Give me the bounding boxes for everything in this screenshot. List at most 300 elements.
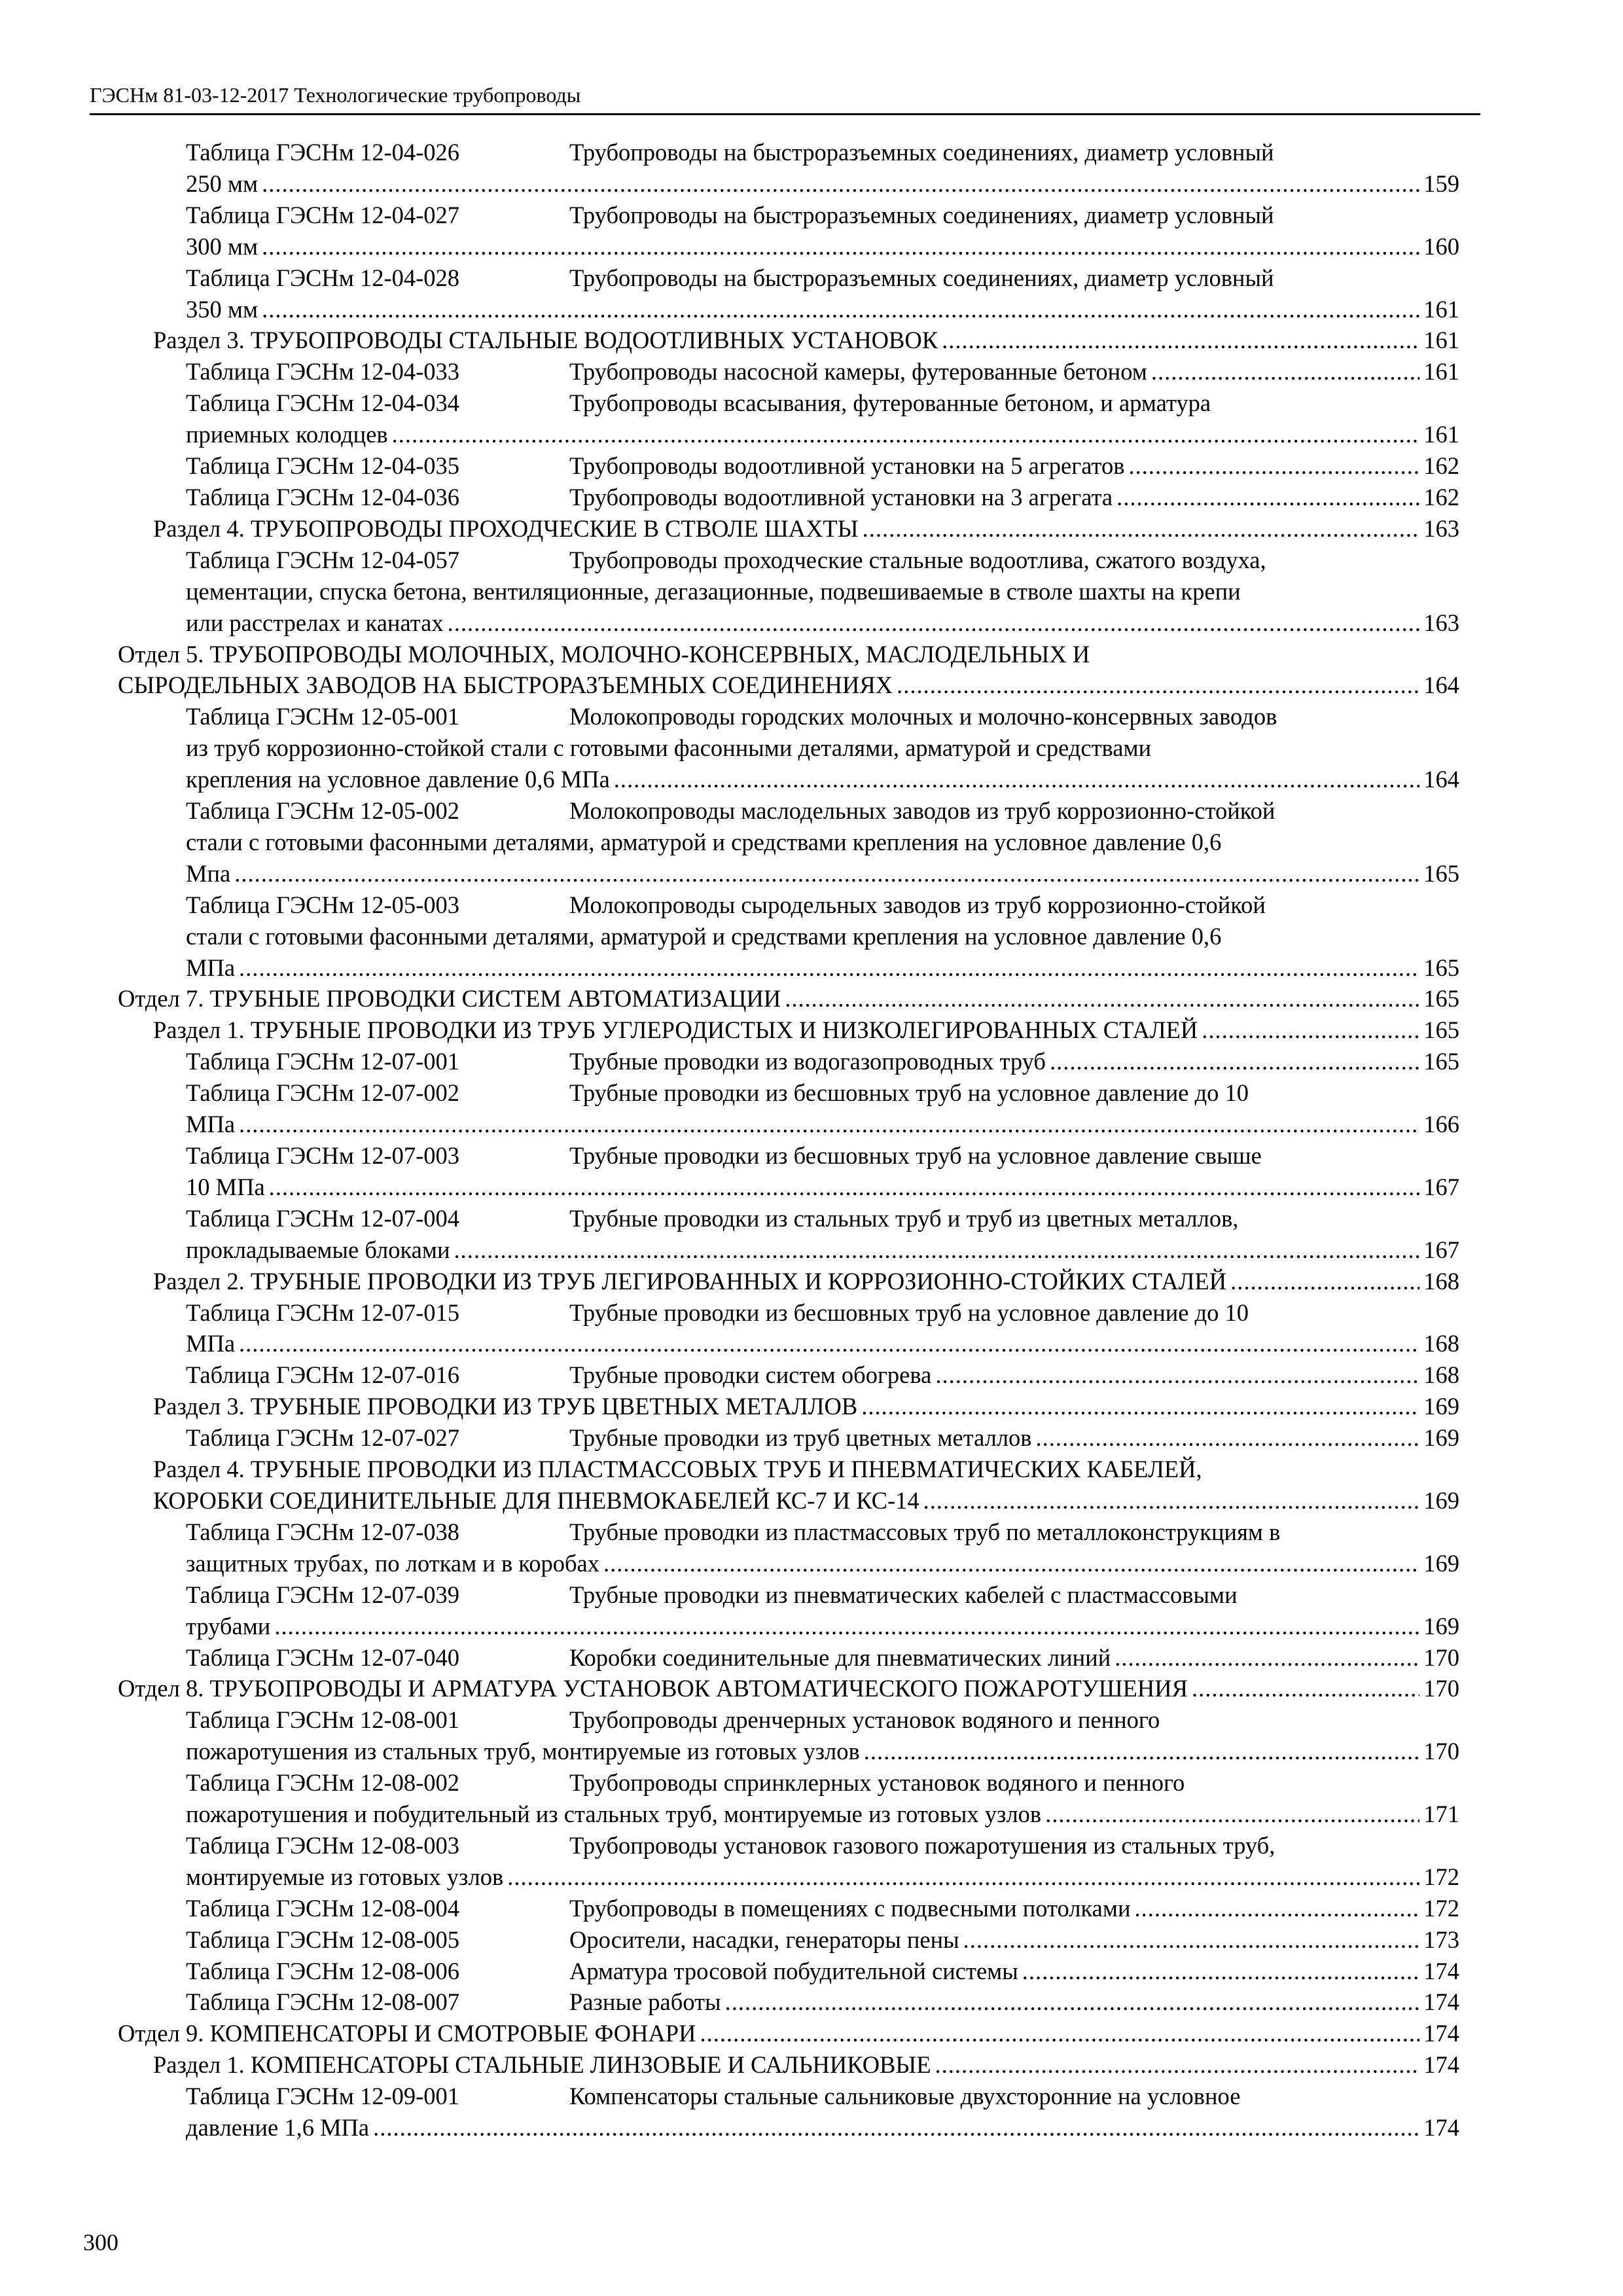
toc-entry-page-number: 165 bbox=[1423, 859, 1459, 887]
toc-entry-text bbox=[153, 1485, 919, 1516]
toc-entry-text bbox=[186, 1861, 503, 1893]
toc-entry-title: Арматура тросовой побудительной системы bbox=[569, 1957, 1018, 1984]
toc-entry-title: Раздел 3. ТРУБОПРОВОДЫ СТАЛЬНЫЕ ВОДООТЛИВНЫХ УСТАНОВОК bbox=[153, 327, 938, 354]
toc-entry-table-id: Таблица ГЭСНм 12-08-002 bbox=[186, 1769, 460, 1797]
toc-entry-title: Трубные проводки из пластмассовых труб по металлоконструкциям в bbox=[569, 1518, 1281, 1545]
toc-entry-title: Трубные проводки из бесшовных труб на условное давление свыше bbox=[569, 1142, 1262, 1169]
toc-entry[interactable] bbox=[118, 1642, 1459, 1674]
toc-entry-title: Трубопроводы водоотливной установки на 3 агрегата bbox=[569, 483, 1113, 511]
toc-entry[interactable] bbox=[118, 1391, 1459, 1422]
toc-entry-last-line bbox=[186, 1109, 1459, 1140]
dot-leader bbox=[603, 1548, 1419, 1579]
toc-entry-title: пожаротушения и побудительный из стальных труб, монтируемые из готовых узлов bbox=[186, 1801, 1042, 1828]
dot-leader bbox=[1128, 450, 1419, 482]
toc-entry-text bbox=[118, 1673, 1188, 1704]
toc-entry-text bbox=[186, 1924, 959, 1956]
toc-entry-text bbox=[186, 1172, 265, 1203]
toc-entry-last-line bbox=[186, 1956, 1459, 1987]
toc-entry-text bbox=[186, 2112, 369, 2144]
toc-entry-page-number: 173 bbox=[1423, 1926, 1459, 1953]
toc-entry-title: Трубопроводы в помещениях с подвесными потолками bbox=[569, 1894, 1131, 1922]
toc-entry-title: Молокопроводы маслодельных заводов из труб коррозионно-стойкой bbox=[569, 797, 1275, 825]
toc-entry-title: приемных колодцев bbox=[186, 421, 388, 448]
toc-entry-text bbox=[118, 983, 781, 1014]
toc-entry-table-id: Таблица ГЭСНм 12-07-027 bbox=[186, 1424, 460, 1452]
toc-entry-page-number: 161 bbox=[1423, 295, 1459, 323]
toc-entry-first-line bbox=[186, 1579, 1459, 1611]
toc-entry-text bbox=[153, 325, 938, 356]
toc-entry-table-id: Таблица ГЭСНм 12-05-003 bbox=[186, 891, 460, 918]
toc-entry-title: Раздел 2. ТРУБНЫЕ ПРОВОДКИ ИЗ ТРУБ ЛЕГИРОВАННЫХ И КОРРОЗИОННО-СТОЙКИХ СТАЛЕЙ bbox=[153, 1267, 1227, 1295]
toc-entry-table-id: Таблица ГЭСНм 12-04-026 bbox=[186, 139, 460, 166]
toc-entry-text bbox=[186, 482, 1113, 513]
toc-entry-page-number: 163 bbox=[1423, 514, 1459, 542]
toc-entry-title: Коробки соединительные для пневматических линий bbox=[569, 1643, 1111, 1671]
toc-entry-last-line bbox=[186, 764, 1459, 795]
toc-entry-page-number: 167 bbox=[1423, 1236, 1459, 1263]
toc-entry-text bbox=[186, 168, 258, 200]
dot-leader bbox=[785, 983, 1419, 1014]
table-of-contents bbox=[118, 137, 1459, 2144]
toc-entry[interactable] bbox=[118, 1077, 1459, 1140]
toc-entry[interactable] bbox=[118, 1297, 1459, 1360]
toc-entry-page-number: 164 bbox=[1423, 672, 1459, 699]
toc-entry-continuation-line bbox=[186, 576, 1459, 607]
toc-entry-title: Мпа bbox=[186, 859, 231, 887]
toc-entry-text bbox=[186, 450, 1124, 482]
dot-leader bbox=[234, 858, 1419, 889]
toc-entry-title: Трубопроводы насосной камеры, футерованные бетоном bbox=[569, 358, 1147, 386]
dot-leader bbox=[239, 1328, 1419, 1359]
dot-leader bbox=[448, 607, 1420, 639]
toc-entry-continuation-line bbox=[186, 921, 1459, 952]
toc-entry-page-number: 164 bbox=[1423, 766, 1459, 793]
toc-entry-last-line bbox=[186, 1736, 1459, 1767]
toc-entry-page-number: 168 bbox=[1423, 1330, 1459, 1357]
toc-entry-text bbox=[186, 419, 388, 450]
toc-entry[interactable] bbox=[118, 1579, 1459, 1642]
toc-entry-title: Раздел 4. ТРУБОПРОВОДЫ ПРОХОДЧЕСКИЕ В СТВОЛЕ ШАХТЫ bbox=[153, 514, 859, 542]
toc-entry-text bbox=[186, 1234, 450, 1266]
toc-entry-title: СЫРОДЕЛЬНЫХ ЗАВОДОВ НА БЫСТРОРАЗЪЕМНЫХ СОЕДИНЕНИЯХ bbox=[118, 672, 893, 699]
toc-entry-table-id: Таблица ГЭСНм 12-04-034 bbox=[186, 389, 460, 417]
toc-entry-title: Раздел 1. ТРУБНЫЕ ПРОВОДКИ ИЗ ТРУБ УГЛЕРОДИСТЫХ И НИЗКОЛЕГИРОВАННЫХ СТАЛЕЙ bbox=[153, 1016, 1198, 1044]
toc-entry-text bbox=[186, 294, 258, 325]
toc-entry-page-number: 169 bbox=[1423, 1393, 1459, 1420]
toc-entry-text bbox=[153, 1391, 857, 1422]
toc-entry-title: пожаротушения из стальных труб, монтируемые из готовых узлов bbox=[186, 1738, 860, 1765]
toc-entry-table-id: Таблица ГЭСНм 12-07-002 bbox=[186, 1079, 460, 1107]
toc-entry-text bbox=[186, 952, 235, 984]
toc-entry-page-number: 170 bbox=[1423, 1643, 1459, 1671]
toc-entry[interactable] bbox=[118, 1924, 1459, 1956]
toc-entry-page-number: 160 bbox=[1423, 232, 1459, 260]
toc-entry-first-line bbox=[118, 639, 1459, 670]
dot-leader bbox=[935, 1359, 1419, 1391]
toc-entry-title: из труб коррозионно-стойкой стали с готовыми фасонными деталями, арматурой и средствами bbox=[186, 734, 1152, 762]
toc-entry-first-line bbox=[186, 1767, 1459, 1799]
toc-entry-text bbox=[118, 2018, 696, 2049]
toc-entry-title: Компенсаторы стальные сальниковые двухсторонние на условное bbox=[569, 2083, 1241, 2110]
toc-entry-last-line bbox=[186, 1611, 1459, 1642]
toc-entry-first-line bbox=[186, 2081, 1459, 2112]
toc-entry-last-line bbox=[153, 1391, 1459, 1422]
toc-entry-page-number: 169 bbox=[1423, 1424, 1459, 1452]
toc-entry-text bbox=[153, 2049, 931, 2081]
toc-entry-text bbox=[186, 1956, 1018, 1987]
toc-entry[interactable] bbox=[118, 983, 1459, 1014]
toc-entry-title: КОРОБКИ СОЕДИНИТЕЛЬНЫЕ ДЛЯ ПНЕВМОКАБЕЛЕЙ КС-7 И КС-14 bbox=[153, 1486, 919, 1514]
toc-entry-table-id: Таблица ГЭСНм 12-04-028 bbox=[186, 264, 460, 291]
toc-entry[interactable] bbox=[118, 482, 1459, 513]
toc-entry-title: цементации, спуска бетона, вентиляционные, дегазационные, подвешиваемые в стволе шахты на крепи bbox=[186, 577, 1241, 605]
toc-entry-first-line bbox=[186, 701, 1459, 732]
running-header bbox=[90, 77, 1480, 115]
toc-entry-table-id: Таблица ГЭСНм 12-04-027 bbox=[186, 201, 460, 228]
toc-entry-table-id: Таблица ГЭСНм 12-07-040 bbox=[186, 1643, 460, 1671]
toc-entry-text bbox=[186, 1893, 1131, 1924]
toc-entry-title: Трубопроводы проходческие стальные водоотлива, сжатого воздуха, bbox=[569, 546, 1266, 573]
toc-entry-first-line bbox=[186, 1203, 1459, 1234]
toc-entry-title: 10 МПа bbox=[186, 1173, 265, 1200]
toc-entry-table-id: Таблица ГЭСНм 12-04-057 bbox=[186, 546, 460, 573]
dot-leader bbox=[923, 1485, 1420, 1516]
toc-entry[interactable] bbox=[118, 1956, 1459, 1987]
toc-entry-table-id: Таблица ГЭСНм 12-07-015 bbox=[186, 1299, 460, 1326]
dot-leader bbox=[864, 1736, 1420, 1767]
toc-entry[interactable] bbox=[118, 1673, 1459, 1704]
toc-entry-first-line bbox=[186, 200, 1459, 231]
toc-entry-title: или расстрелах и канатах bbox=[186, 609, 444, 636]
toc-entry-page-number: 161 bbox=[1423, 421, 1459, 448]
toc-entry-first-line bbox=[186, 262, 1459, 294]
toc-entry-last-line bbox=[186, 294, 1459, 325]
toc-entry-last-line bbox=[118, 983, 1459, 1014]
toc-entry-text bbox=[186, 231, 258, 262]
toc-entry-page-number: 162 bbox=[1423, 483, 1459, 511]
toc-entry-title: Молокопроводы городских молочных и молочно-консервных заводов bbox=[569, 703, 1277, 730]
toc-entry-last-line bbox=[153, 325, 1459, 356]
toc-entry-text bbox=[186, 1548, 599, 1579]
dot-leader bbox=[897, 670, 1419, 701]
toc-entry-title: Трубные проводки из труб цветных металлов bbox=[569, 1424, 1032, 1452]
toc-entry-page-number: 169 bbox=[1423, 1549, 1459, 1577]
toc-entry-title: Трубные проводки из стальных труб и труб из цветных металлов, bbox=[569, 1204, 1239, 1232]
toc-entry-title: 350 мм bbox=[186, 295, 259, 323]
toc-entry-first-line bbox=[186, 889, 1459, 921]
toc-entry-table-id: Таблица ГЭСНм 12-07-039 bbox=[186, 1581, 460, 1608]
toc-entry-title: Отдел 9. КОМПЕНСАТОРЫ И СМОТРОВЫЕ ФОНАРИ bbox=[118, 2020, 696, 2047]
toc-entry-text bbox=[186, 1359, 931, 1391]
dot-leader bbox=[700, 2018, 1419, 2049]
toc-entry-last-line bbox=[186, 1986, 1459, 2018]
toc-entry[interactable] bbox=[118, 1266, 1459, 1297]
toc-entry[interactable] bbox=[118, 1767, 1459, 1830]
toc-entry-first-line bbox=[186, 1077, 1459, 1109]
toc-entry-page-number: 169 bbox=[1423, 1486, 1459, 1514]
toc-entry-title: Оросители, насадки, генераторы пены bbox=[569, 1926, 959, 1953]
toc-entry-text bbox=[186, 1422, 1032, 1454]
toc-entry-text bbox=[153, 1266, 1226, 1297]
toc-entry-text bbox=[186, 1109, 235, 1140]
dot-leader bbox=[1045, 1799, 1419, 1830]
dot-leader bbox=[725, 1986, 1420, 2018]
toc-entry-last-line bbox=[153, 1266, 1459, 1297]
toc-entry-table-id: Таблица ГЭСНм 12-08-007 bbox=[186, 1988, 460, 2016]
toc-entry-title: Трубопроводы всасывания, футерованные бетоном, и арматура bbox=[569, 389, 1211, 417]
dot-leader bbox=[1135, 1893, 1420, 1924]
dot-leader bbox=[1202, 1014, 1419, 1046]
toc-entry-text bbox=[186, 356, 1147, 387]
toc-entry-first-line bbox=[186, 387, 1459, 419]
toc-entry-page-number: 169 bbox=[1423, 1612, 1459, 1640]
toc-entry-last-line bbox=[153, 1485, 1459, 1516]
toc-entry-title: Отдел 5. ТРУБОПРОВОДЫ МОЛОЧНЫХ, МОЛОЧНО-КОНСЕРВНЫХ, МАСЛОДЕЛЬНЫХ И bbox=[118, 640, 1090, 668]
toc-entry-first-line bbox=[186, 1830, 1459, 1861]
toc-entry-title: стали с готовыми фасонными деталями, арматурой и средствами крепления на условное давление 0,6 bbox=[186, 828, 1222, 855]
toc-entry-text bbox=[118, 670, 893, 701]
toc-entry-page-number: 170 bbox=[1423, 1675, 1459, 1702]
toc-entry-first-line bbox=[186, 545, 1459, 576]
toc-entry-table-id: Таблица ГЭСНм 12-07-004 bbox=[186, 1204, 460, 1232]
toc-entry-title: Трубные проводки из бесшовных труб на условное давление до 10 bbox=[569, 1079, 1249, 1107]
toc-entry-last-line bbox=[186, 1893, 1459, 1924]
toc-entry[interactable] bbox=[118, 1014, 1459, 1046]
toc-entry-title: Раздел 4. ТРУБНЫЕ ПРОВОДКИ ИЗ ПЛАСТМАССОВЫХ ТРУБ И ПНЕВМАТИЧЕСКИХ КАБЕЛЕЙ, bbox=[153, 1456, 1202, 1483]
toc-entry-last-line bbox=[186, 1642, 1459, 1674]
toc-entry-title: Трубные проводки из бесшовных труб на условное давление до 10 bbox=[569, 1299, 1249, 1326]
dot-leader bbox=[262, 168, 1419, 200]
toc-entry[interactable] bbox=[118, 701, 1459, 795]
dot-leader bbox=[1022, 1956, 1419, 1987]
toc-entry-title: защитных трубах, по лоткам и в коробах bbox=[186, 1549, 599, 1577]
toc-entry-table-id: Таблица ГЭСНм 12-07-016 bbox=[186, 1361, 460, 1389]
toc-entry-text bbox=[186, 1736, 860, 1767]
toc-entry-last-line bbox=[118, 1673, 1459, 1704]
toc-entry-table-id: Таблица ГЭСНм 12-08-003 bbox=[186, 1831, 460, 1859]
toc-entry-title: давление 1,6 МПа bbox=[186, 2114, 370, 2142]
toc-entry-last-line bbox=[186, 1799, 1459, 1830]
toc-entry-page-number: 165 bbox=[1423, 1016, 1459, 1044]
toc-entry-text bbox=[186, 1799, 1041, 1830]
toc-entry-page-number: 161 bbox=[1423, 327, 1459, 354]
dot-leader bbox=[392, 419, 1420, 450]
toc-entry[interactable] bbox=[118, 889, 1459, 984]
toc-entry-page-number: 168 bbox=[1423, 1361, 1459, 1389]
toc-entry[interactable] bbox=[118, 795, 1459, 889]
toc-entry-last-line bbox=[186, 952, 1459, 984]
toc-entry-last-line bbox=[186, 858, 1459, 889]
dot-leader bbox=[861, 1391, 1419, 1422]
dot-leader bbox=[942, 325, 1419, 356]
dot-leader bbox=[373, 2112, 1419, 2144]
toc-entry-last-line bbox=[186, 482, 1459, 513]
toc-entry-title: Трубопроводы дренчерных установок водяного и пенного bbox=[569, 1706, 1160, 1734]
toc-entry-title: Трубные проводки из пневматических кабелей с пластмассовыми bbox=[569, 1581, 1238, 1608]
toc-entry-table-id: Таблица ГЭСНм 12-04-033 bbox=[186, 358, 460, 386]
toc-entry-last-line bbox=[153, 513, 1459, 545]
toc-entry-table-id: Таблица ГЭСНм 12-08-004 bbox=[186, 1894, 460, 1922]
toc-entry-table-id: Таблица ГЭСНм 12-07-001 bbox=[186, 1048, 460, 1075]
toc-entry[interactable] bbox=[118, 1359, 1459, 1391]
toc-entry[interactable] bbox=[118, 1203, 1459, 1266]
dot-leader bbox=[1116, 482, 1419, 513]
toc-entry-page-number: 159 bbox=[1423, 170, 1459, 197]
toc-entry-title: Трубопроводы спринклерных установок водяного и пенного bbox=[569, 1769, 1185, 1797]
toc-entry-last-line bbox=[186, 2112, 1459, 2144]
toc-entry-title: 300 мм bbox=[186, 232, 259, 260]
toc-entry-text bbox=[186, 1328, 235, 1359]
page-number: 300 bbox=[83, 2229, 118, 2255]
toc-entry[interactable] bbox=[118, 1986, 1459, 2018]
toc-entry-page-number: 172 bbox=[1423, 1863, 1459, 1890]
toc-entry-title: Трубопроводы водоотливной установки на 5 агрегатов bbox=[569, 452, 1125, 480]
toc-entry[interactable] bbox=[118, 1893, 1459, 1924]
toc-entry-last-line bbox=[118, 2018, 1459, 2049]
toc-entry-table-id: Таблица ГЭСНм 12-08-005 bbox=[186, 1926, 460, 1953]
toc-entry-page-number: 161 bbox=[1423, 358, 1459, 386]
dot-leader bbox=[262, 294, 1419, 325]
toc-entry[interactable] bbox=[118, 325, 1459, 356]
toc-entry-title: Трубопроводы на быстроразъемных соединениях, диаметр условный bbox=[569, 264, 1274, 291]
dot-leader bbox=[262, 231, 1419, 262]
toc-entry[interactable] bbox=[118, 639, 1459, 702]
toc-entry-table-id: Таблица ГЭСНм 12-05-001 bbox=[186, 703, 460, 730]
toc-entry-page-number: 167 bbox=[1423, 1173, 1459, 1200]
toc-entry-first-line bbox=[186, 1297, 1459, 1329]
toc-entry-last-line bbox=[186, 168, 1459, 200]
toc-entry[interactable] bbox=[118, 1046, 1459, 1077]
toc-entry-table-id: Таблица ГЭСНм 12-04-035 bbox=[186, 452, 460, 480]
toc-entry-text bbox=[186, 1642, 1111, 1674]
toc-entry[interactable] bbox=[118, 2018, 1459, 2049]
dot-leader bbox=[269, 1172, 1420, 1203]
toc-entry-page-number: 165 bbox=[1423, 1048, 1459, 1075]
toc-entry[interactable] bbox=[118, 2049, 1459, 2081]
toc-entry-page-number: 174 bbox=[1423, 2020, 1459, 2047]
toc-entry[interactable] bbox=[118, 1704, 1459, 1767]
dot-leader bbox=[1050, 1046, 1419, 1077]
toc-entry-title: Раздел 3. ТРУБНЫЕ ПРОВОДКИ ИЗ ТРУБ ЦВЕТНЫХ МЕТАЛЛОВ bbox=[153, 1393, 858, 1420]
toc-entry-first-line bbox=[153, 1454, 1459, 1485]
toc-entry-table-id: Таблица ГЭСНм 12-08-001 bbox=[186, 1706, 460, 1734]
toc-entry[interactable] bbox=[118, 262, 1459, 325]
dot-leader bbox=[507, 1861, 1419, 1893]
toc-entry-first-line bbox=[186, 1516, 1459, 1548]
toc-entry-continuation-line bbox=[186, 827, 1459, 858]
toc-entry[interactable] bbox=[118, 1516, 1459, 1579]
toc-entry-title: МПа bbox=[186, 1330, 236, 1357]
dot-leader bbox=[614, 764, 1419, 795]
dot-leader bbox=[454, 1234, 1420, 1266]
toc-entry-title: Трубопроводы на быстроразъемных соединениях, диаметр условный bbox=[569, 139, 1274, 166]
toc-entry[interactable] bbox=[118, 2081, 1459, 2144]
toc-entry-last-line bbox=[186, 1548, 1459, 1579]
dot-leader bbox=[1115, 1642, 1419, 1674]
toc-entry[interactable] bbox=[118, 200, 1459, 262]
toc-entry-title: Трубные проводки систем обогрева bbox=[569, 1361, 932, 1389]
toc-entry-text bbox=[186, 1611, 270, 1642]
toc-entry-text bbox=[186, 1986, 721, 2018]
toc-entry-last-line bbox=[153, 1014, 1459, 1046]
toc-entry-first-line bbox=[186, 1704, 1459, 1736]
toc-entry-title: монтируемые из готовых узлов bbox=[186, 1863, 504, 1890]
toc-entry-title: прокладываемые блоками bbox=[186, 1236, 450, 1263]
toc-entry[interactable] bbox=[118, 1830, 1459, 1893]
dot-leader bbox=[935, 2049, 1420, 2081]
toc-entry-page-number: 174 bbox=[1423, 1957, 1459, 1984]
toc-entry[interactable] bbox=[118, 1140, 1459, 1203]
toc-entry-text bbox=[186, 607, 444, 639]
toc-entry[interactable] bbox=[118, 1454, 1459, 1516]
toc-entry-page-number: 172 bbox=[1423, 1894, 1459, 1922]
dot-leader bbox=[1192, 1673, 1419, 1704]
toc-entry[interactable] bbox=[118, 513, 1459, 545]
toc-entry-text bbox=[153, 1014, 1198, 1046]
toc-entry-page-number: 163 bbox=[1423, 609, 1459, 636]
toc-entry-first-line bbox=[186, 795, 1459, 827]
toc-entry-title: 250 мм bbox=[186, 170, 259, 197]
toc-entry-last-line bbox=[186, 419, 1459, 450]
toc-entry-title: Молокопроводы сыродельных заводов из труб коррозионно-стойкой bbox=[569, 891, 1266, 918]
toc-entry-text bbox=[186, 764, 610, 795]
toc-entry-continuation-line bbox=[186, 732, 1459, 764]
toc-entry-last-line bbox=[186, 1328, 1459, 1359]
dot-leader bbox=[1151, 356, 1419, 387]
toc-entry-page-number: 162 bbox=[1423, 452, 1459, 480]
toc-entry-page-number: 166 bbox=[1423, 1111, 1459, 1138]
toc-entry-last-line bbox=[186, 1861, 1459, 1893]
toc-entry[interactable] bbox=[118, 1422, 1459, 1454]
toc-entry-title: Трубопроводы установок газового пожаротушения из стальных труб, bbox=[569, 1831, 1275, 1859]
toc-entry-first-line bbox=[186, 137, 1459, 168]
dot-leader bbox=[963, 1924, 1420, 1956]
toc-entry-text bbox=[186, 858, 230, 889]
toc-entry-last-line bbox=[186, 1234, 1459, 1266]
toc-entry[interactable] bbox=[118, 137, 1459, 200]
toc-entry-first-line bbox=[186, 1140, 1459, 1172]
toc-entry-table-id: Таблица ГЭСНм 12-07-038 bbox=[186, 1518, 460, 1545]
toc-entry[interactable] bbox=[118, 545, 1459, 639]
toc-entry-last-line bbox=[186, 1172, 1459, 1203]
toc-entry-last-line bbox=[186, 1359, 1459, 1391]
toc-entry-title: Трубные проводки из водогазопроводных труб bbox=[569, 1048, 1046, 1075]
dot-leader bbox=[1230, 1266, 1419, 1297]
toc-entry-text bbox=[186, 1046, 1046, 1077]
toc-entry-table-id: Таблица ГЭСНм 12-04-036 bbox=[186, 483, 460, 511]
toc-entry-page-number: 174 bbox=[1423, 2114, 1459, 2142]
toc-entry[interactable] bbox=[118, 356, 1459, 387]
toc-entry[interactable] bbox=[118, 450, 1459, 482]
toc-entry-title: Разные работы bbox=[569, 1988, 721, 2016]
toc-entry-title: трубами bbox=[186, 1612, 271, 1640]
toc-entry-table-id: Таблица ГЭСНм 12-08-006 bbox=[186, 1957, 460, 1984]
toc-entry-page-number: 170 bbox=[1423, 1738, 1459, 1765]
toc-entry-last-line bbox=[186, 450, 1459, 482]
toc-entry-page-number: 165 bbox=[1423, 985, 1459, 1013]
toc-entry-last-line bbox=[186, 356, 1459, 387]
toc-entry-last-line bbox=[186, 607, 1459, 639]
toc-entry-text bbox=[153, 513, 859, 545]
toc-entry[interactable] bbox=[118, 387, 1459, 450]
toc-entry-page-number: 174 bbox=[1423, 2051, 1459, 2079]
toc-entry-title: стали с готовыми фасонными деталями, арматурой и средствами крепления на условное давление 0,6 bbox=[186, 922, 1222, 950]
toc-entry-table-id: Таблица ГЭСНм 12-07-003 bbox=[186, 1142, 460, 1169]
toc-entry-title: МПа bbox=[186, 954, 236, 981]
toc-entry-title: МПа bbox=[186, 1111, 236, 1138]
toc-entry-title: Раздел 1. КОМПЕНСАТОРЫ СТАЛЬНЫЕ ЛИНЗОВЫЕ И САЛЬНИКОВЫЕ bbox=[153, 2051, 931, 2079]
toc-entry-title: Отдел 7. ТРУБНЫЕ ПРОВОДКИ СИСТЕМ АВТОМАТИЗАЦИИ bbox=[118, 985, 781, 1013]
